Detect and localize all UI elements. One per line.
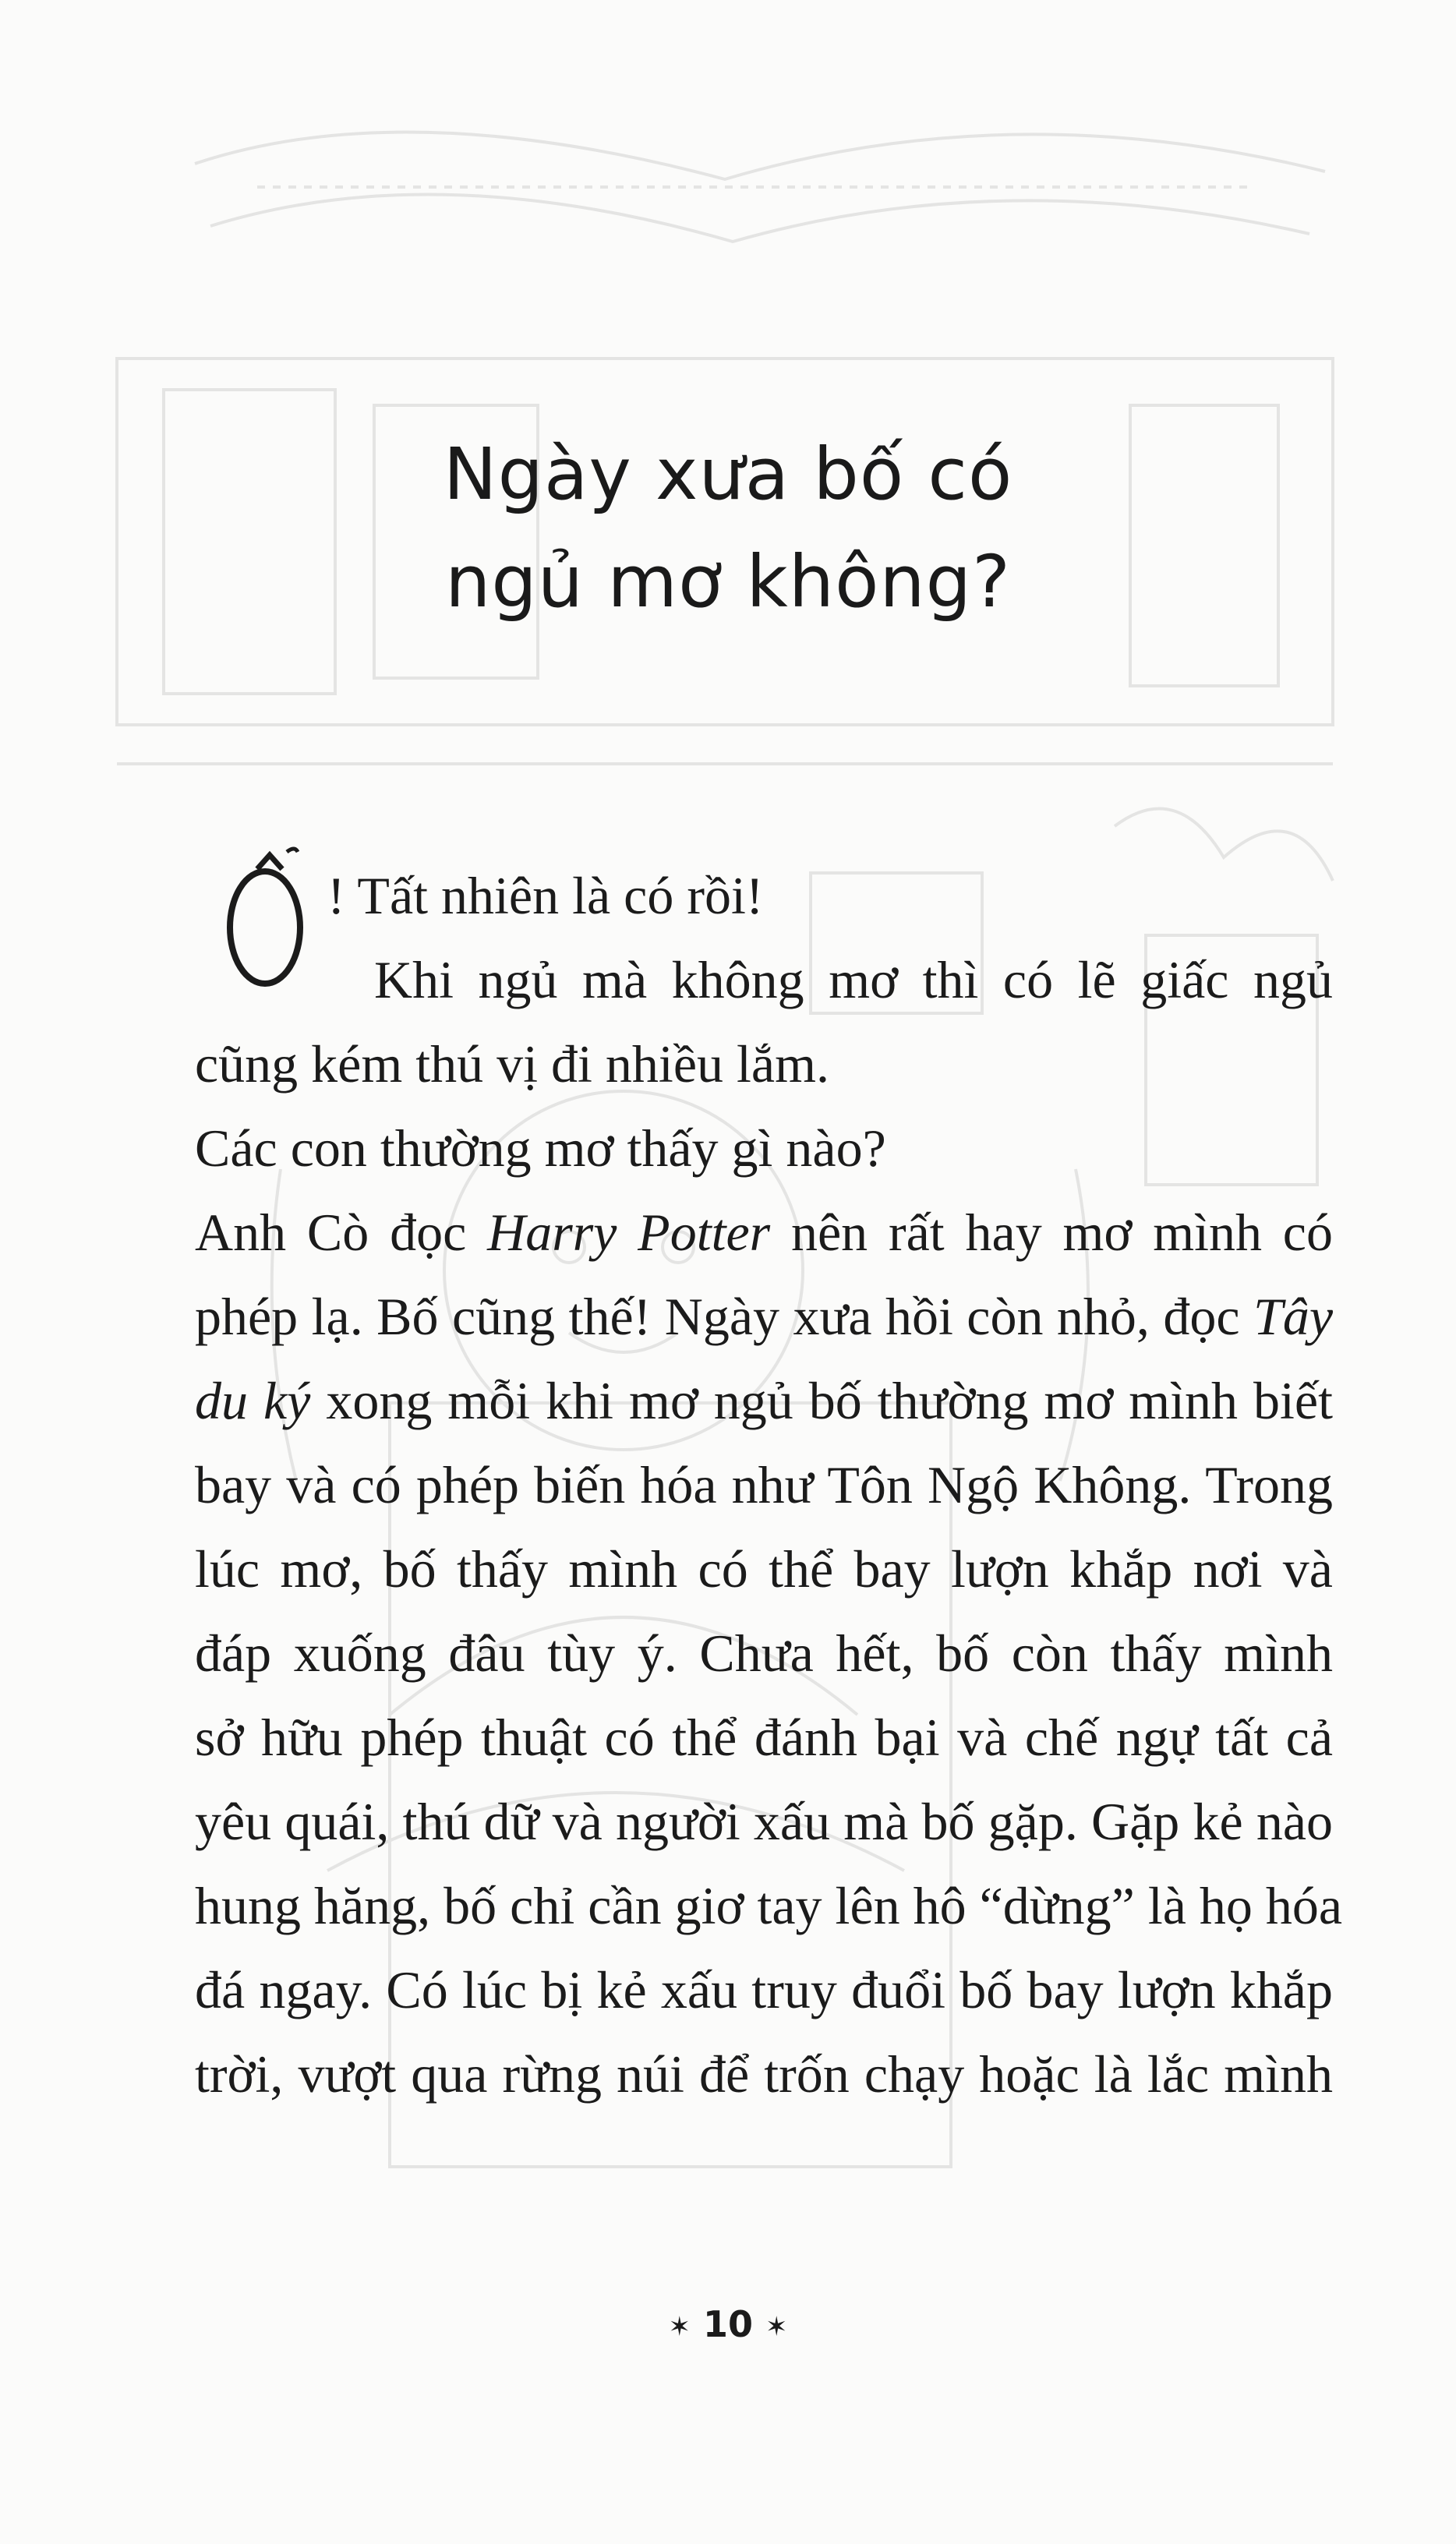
star-icon-left: ✶	[668, 2311, 691, 2343]
paragraph-4-line-1	[195, 1190, 1333, 1274]
paragraph-4-line-7: sở hữu phép thuật có thể đánh bại và chế ngự tất cả	[195, 1708, 1333, 1767]
paragraph-4-line-2-part-a: phép lạ. Bố cũng thế! Ngày xưa hồi còn nhỏ, đọc	[195, 1287, 1253, 1346]
chapter-title-line-1: Ngày xưa bố có	[443, 433, 1013, 516]
paragraph-4-line-8: yêu quái, thú dữ và người xấu mà bố gặp. Gặp kẻ nào	[195, 1792, 1333, 1851]
paragraph-2-line-1: Khi ngủ mà không mơ thì có lẽ giấc ngủ	[374, 950, 1333, 1009]
star-icon-right: ✶	[765, 2311, 788, 2343]
book-title-tay-du-ky-part-1: Tây	[1253, 1287, 1333, 1346]
book-title-harry-potter: Harry Potter	[487, 1203, 771, 1262]
book-title-tay-du-ky-part-2: du ký	[195, 1371, 311, 1430]
paragraph-4-line-3-part-b: xong mỗi khi mơ ngủ bố thường mơ mình biết	[310, 1371, 1333, 1430]
paragraph-4-line-1-part-b: nên rất hay mơ mình có	[770, 1203, 1333, 1262]
paragraph-1-line-1: ! Tất nhiên là có rồi!	[327, 866, 764, 925]
paragraph-4-line-9: hung hăng, bố chỉ cần giơ tay lên hô “dừng” là họ hóa	[195, 1876, 1343, 1935]
paragraph-3-line-1: Các con thường mơ thấy gì nào?	[195, 1118, 886, 1178]
paragraph-4-line-3	[195, 1359, 1333, 1443]
chapter-title-line-2: ngủ mơ không?	[445, 540, 1011, 624]
paragraph-4-line-6: đáp xuống đâu tùy ý. Chưa hết, bố còn thấy mình	[195, 1624, 1333, 1683]
paragraph-4-line-10: đá ngay. Có lúc bị kẻ xấu truy đuổi bố bay lượn khắp	[195, 1960, 1333, 2019]
page-number	[0, 2303, 1456, 2345]
page-number-value: 10	[702, 2303, 753, 2345]
paragraph-4-line-11: trời, vượt qua rừng núi để trốn chạy hoặc là lắc mình	[195, 2044, 1333, 2104]
paragraph-2-line-2: cũng kém thú vị đi nhiều lắm.	[195, 1034, 829, 1094]
paragraph-4-line-5: lúc mơ, bố thấy mình có thể bay lượn khắp nơi và	[195, 1539, 1333, 1599]
body-text	[195, 853, 1343, 2116]
chapter-title	[0, 421, 1456, 636]
paragraph-4-line-1-part-a: Anh Cò đọc	[195, 1203, 488, 1262]
paragraph-4-line-2	[195, 1274, 1333, 1359]
paragraph-4-line-4: bay và có phép biến hóa như Tôn Ngộ Không. Trong	[195, 1455, 1333, 1514]
drop-cap-letter: Ồ	[260, 927, 270, 942]
